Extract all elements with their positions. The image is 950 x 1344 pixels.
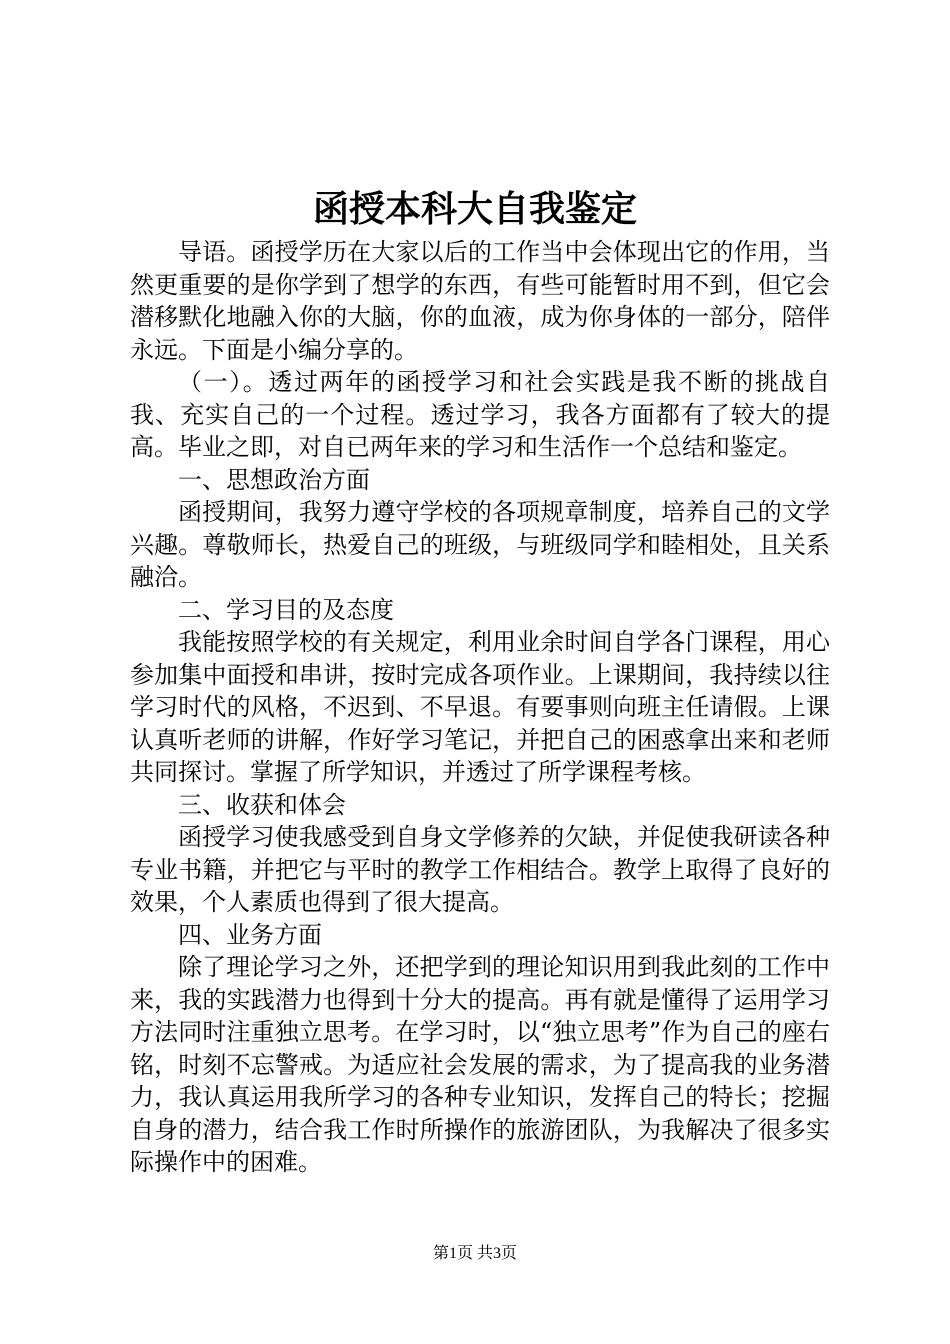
heading-ideology: 一、思想政治方面: [178, 465, 370, 494]
intro-paragraph: 导语。函授学历在大家以后的工作当中会体现出它的作用，当然更重要的是你学到了想学的东西，有些可能暂时用不到，但它会潜移默化地融入你的大脑，你的血液，成为你身体的一部分，陪伴永远。下面是小编分享的。: [130, 238, 830, 364]
ideology-paragraph: 函授期间，我努力遵守学校的各项规章制度，培养自己的文学兴趣。尊敬师长，热爱自己的班级，与班级同学和睦相处，且关系融洽。: [130, 498, 830, 591]
document-body: [130, 236, 830, 1179]
heading-study-attitude: 二、学习目的及态度: [178, 595, 394, 624]
heading-work: 四、业务方面: [178, 920, 322, 949]
page-number-footer: 第1页 共3页: [432, 1245, 517, 1262]
study-attitude-paragraph: 我能按照学校的有关规定，利用业余时间自学各门课程，用心参加集中面授和串讲，按时完成各项作业。上课期间，我持续以往学习时代的风格，不迟到、不早退。有要事则向班主任请假。上课认真听老师的讲解，作好学习笔记，并把自己的困惑拿出来和老师共同探讨。掌握了所学知识，并透过了所学课程考核。: [130, 628, 830, 786]
work-paragraph: 除了理论学习之外，还把学到的理论知识用到我此刻的工作中来，我的实践潜力也得到十分大的提高。再有就是懂得了运用学习方法同时注重独立思考。在学习时，以“独立思考”作为自己的座右铭，时刻不忘警戒。为适应社会发展的需求，为了提高我的业务潜力，我认真运用我所学习的各种专业知识，发挥自己的特长；挖掘自身的潜力，结合我工作时所操作的旅游团队，为我解决了很多实际操作中的困难。: [130, 953, 830, 1176]
section-one-paragraph: （一）。透过两年的函授学习和社会实践是我不断的挑战自我、充实自己的一个过程。透过学习，我各方面都有了较大的提高。毕业之即，对自已两年来的学习和生活作一个总结和鉴定。: [130, 368, 830, 461]
heading-gains: 三、收获和体会: [178, 790, 346, 819]
document-title: 函授本科大自我鉴定: [312, 188, 637, 230]
gains-paragraph: 函授学习使我感受到自身文学修养的欠缺，并促使我研读各种专业书籍，并把它与平时的教学工作相结合。教学上取得了良好的效果，个人素质也得到了很大提高。: [130, 823, 830, 916]
